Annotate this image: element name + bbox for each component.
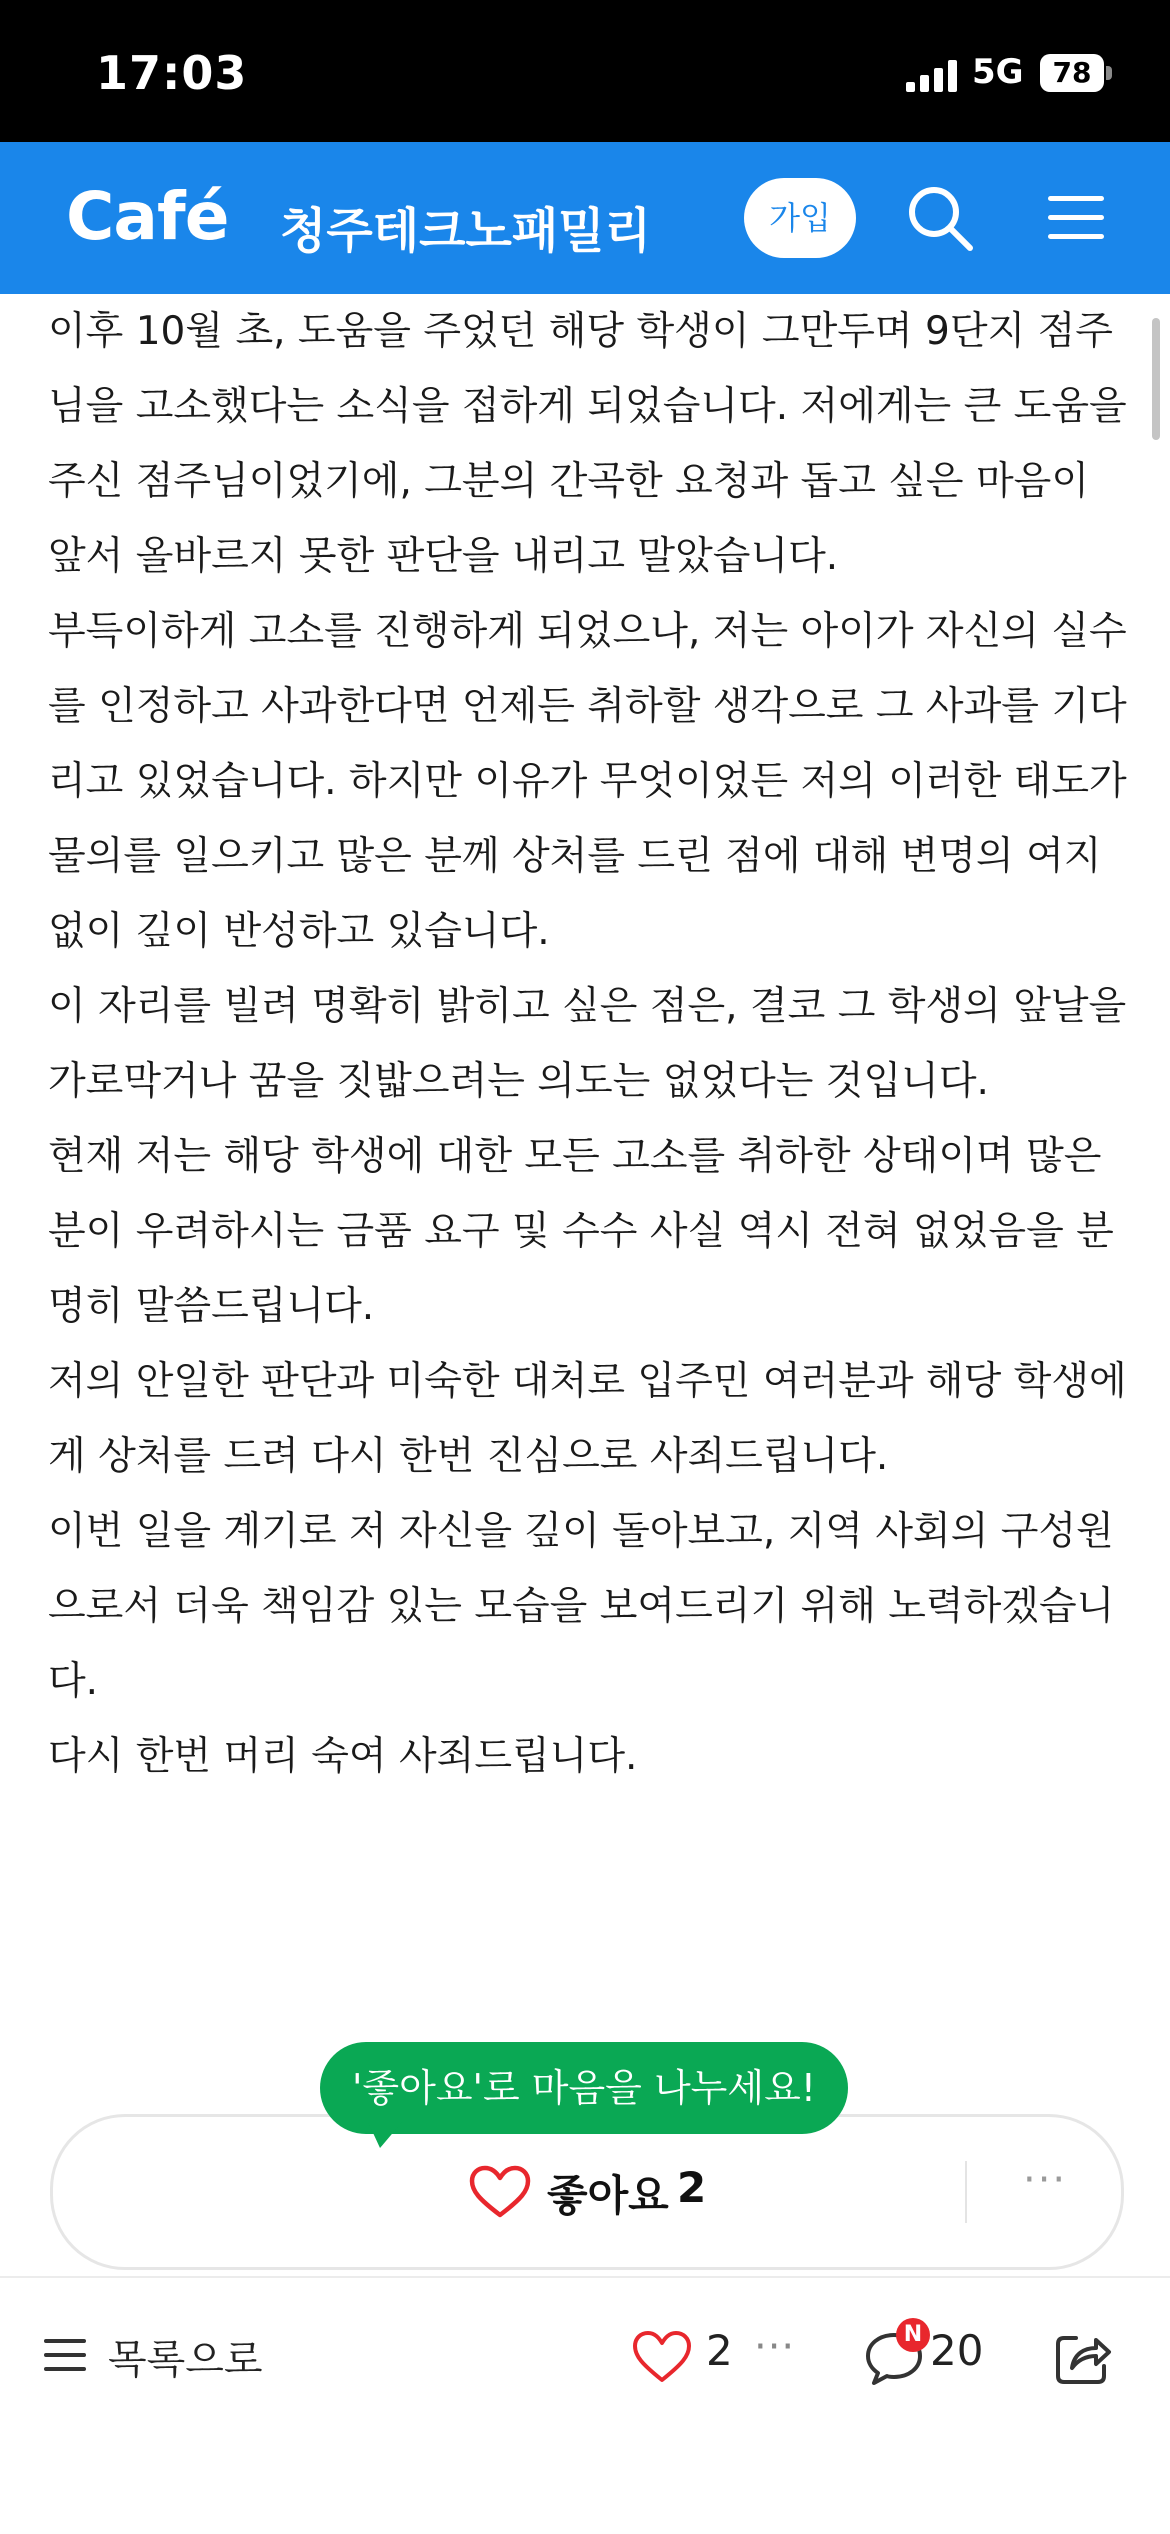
article-paragraph: 저의 안일한 판단과 미숙한 대처로 입주민 여러분과 해당 학생에게 상처를 드려 다시 한번 진심으로 사죄드립니다. — [48, 1359, 1127, 1479]
status-time: 17:03 — [96, 46, 248, 100]
signal-bars-icon — [906, 60, 958, 92]
more-options-button[interactable]: ··· — [1023, 2157, 1068, 2203]
like-count: 2 — [677, 2163, 707, 2212]
like-box — [50, 2114, 1124, 2270]
hamburger-menu-icon[interactable] — [1048, 190, 1104, 246]
article-body — [48, 294, 1128, 1994]
like-button-label[interactable]: 좋아요 — [547, 2171, 669, 2220]
article-paragraph: 이 자리를 빌려 명확히 밝히고 싶은 점은, 결코 그 학생의 앞날을 가로막거나 꿈을 짓밟으려는 의도는 없었다는 것입니다. — [48, 984, 1127, 1104]
like-tooltip: '좋아요'로 마음을 나누세요! — [320, 2042, 848, 2134]
new-comment-badge: N — [896, 2318, 930, 2352]
heart-icon[interactable] — [632, 2330, 692, 2384]
status-bar — [0, 0, 1170, 142]
battery-icon: 78 — [1040, 54, 1104, 92]
like-count: 2 — [706, 2326, 733, 2375]
divider — [965, 2161, 967, 2223]
cafe-header — [0, 142, 1170, 294]
article-paragraph: 현재 저는 해당 학생에 대한 모든 고소를 취하한 상태이며 많은 분이 우려하시는 금품 요구 및 수수 사실 역시 전혀 없었음을 분명히 말씀드립니다. — [48, 1134, 1114, 1329]
article-paragraph: 부득이하게 고소를 진행하게 되었으나, 저는 아이가 자신의 실수를 인정하고 사과한다면 언제든 취하할 생각으로 그 사과를 기다리고 있었습니다. 하지만 이유가 무엇이었든 저의 이러한 태도가 물의를 일으키고 많은 분께 상처를 드린 점에 대해 변명의 여지 없이 깊이 반성하고 있습니다. — [48, 609, 1127, 954]
cafe-logo[interactable]: Café — [66, 178, 229, 255]
heart-icon[interactable] — [469, 2165, 531, 2219]
share-icon[interactable] — [1054, 2328, 1112, 2386]
tooltip-tail — [368, 2122, 402, 2148]
network-type: 5G — [972, 52, 1024, 92]
bottom-bar — [0, 2276, 1170, 2534]
scrollbar[interactable] — [1152, 318, 1160, 440]
list-icon[interactable] — [44, 2336, 86, 2374]
article-paragraph: 다시 한번 머리 숙여 사죄드립니다. — [48, 1734, 638, 1779]
article-paragraph: 이후 10월 초, 도움을 주었던 해당 학생이 그만두며 9단지 점주님을 고소했다는 소식을 접하게 되었습니다. 저에게는 큰 도움을 주신 점주님이었기에, 그분의 간곡한 요청과 돕고 싶은 마음이 앞서 올바르지 못한 판단을 내리고 말았습니다. — [48, 309, 1127, 579]
join-button[interactable]: 가입 — [744, 178, 856, 258]
battery-nub — [1106, 66, 1112, 80]
more-options-button[interactable]: ··· — [754, 2324, 796, 2370]
article-paragraph: 이번 일을 계기로 저 자신을 깊이 돌아보고, 지역 사회의 구성원으로서 더욱 책임감 있는 모습을 보여드리기 위해 노력하겠습니다. — [48, 1509, 1115, 1704]
comment-count: 20 — [930, 2326, 984, 2375]
back-to-list-button[interactable]: 목록으로 — [108, 2337, 263, 2383]
search-icon[interactable] — [904, 182, 976, 254]
cafe-name[interactable]: 청주테크노패밀리 — [280, 203, 651, 259]
